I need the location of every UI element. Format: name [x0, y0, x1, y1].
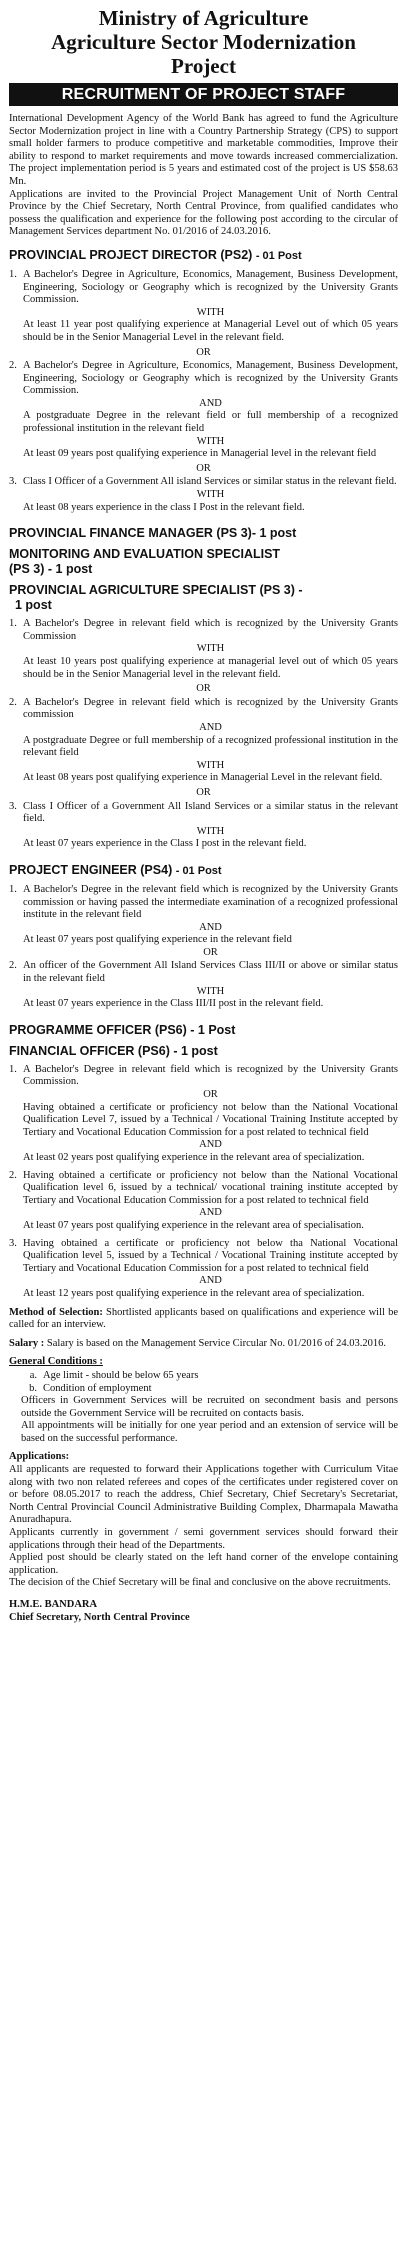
condition-text: Age limit - should be below 65 years: [43, 1369, 199, 1381]
project-title-cont: Project: [171, 54, 236, 78]
intro-paragraph-1: International Development Agency of the World Bank has agreed to fund the Agriculture Sector Modernization project in line with a Country Partnership Strategy (CPS) to support small holder farmers to produce competitive and marketable commodities, Improve their ability to respond to market requirements and move towards increased commercialization. The project implementation period is 5 years and estimated cost of the project is US $58.63 Mn.: [9, 113, 398, 187]
post-title: PROVINCIAL PROJECT DIRECTOR (PS2): [9, 247, 253, 262]
signatory-title: Chief Secretary, North Central Province: [9, 1612, 190, 1623]
post-title: MONITORING AND EVALUATION SPECIALIST: [9, 547, 281, 562]
item-number: 3.: [9, 800, 17, 812]
condition-item: [21, 1370, 398, 1383]
salary-section: [9, 1338, 398, 1351]
signature-block: [9, 1598, 398, 1624]
item-number: 1.: [9, 618, 17, 630]
qualification-item: [9, 801, 398, 851]
item-number: 2.: [9, 1169, 17, 1181]
applications-section: [9, 1451, 398, 1590]
experience-text: At least 07 years experience in the Class III/II post in the relevant field.: [23, 998, 324, 1010]
qualification-item: [9, 618, 398, 681]
qualification-text: Class I Officer of a Government All Island Services or a similar status in the relevant field.: [23, 800, 398, 825]
experience-text: At least 07 years post qualifying experience in the relevant area of specialisation.: [23, 1219, 364, 1231]
post-count: - 01 Post: [175, 864, 222, 877]
qualification-text: A Bachelor's Degree in the relevant field which is recognized by the University Grants commission or having passed the intermediate examination of a recognized professional institute in the relevant field: [23, 883, 398, 921]
item-number: 2.: [9, 960, 17, 972]
post-title: PROJECT ENGINEER (PS4): [9, 862, 173, 877]
applications-paragraph: The decision of the Chief Secretary will be final and conclusive on the above recruitments.: [9, 1577, 391, 1589]
post-heading-pe: [9, 863, 398, 879]
qualification-text: A Bachelor's Degree in relevant field which is recognized by the University Grants Commission.: [23, 1063, 398, 1088]
qualification-text: Having obtained a certificate or proficiency not below than the National Vocational Qualification level 6, issued by a technical/ vocational training institute accepted by Tertiary and Vocational Education Commission for a post related to technical field: [23, 1169, 398, 1206]
intro-section: [9, 113, 398, 239]
connector-or: OR: [196, 462, 211, 474]
connector-with: WITH: [196, 985, 225, 997]
connector-and: AND: [199, 397, 222, 409]
connector-with: WITH: [196, 643, 225, 655]
experience-text: At least 07 years experience in the Class I post in the relevant field.: [23, 838, 307, 850]
connector-or: OR: [196, 683, 211, 695]
conditions-label: General Conditions :: [9, 1356, 103, 1368]
experience-text: At least 10 years post qualifying experience at managerial level out of which 05 years should be in the Senior Managerial level in the relevant field.: [23, 656, 398, 680]
connector-with: WITH: [196, 825, 225, 837]
experience-text: At least 02 years post qualifying experience in the relevant area of specialization.: [23, 1152, 365, 1163]
item-number: 2.: [9, 696, 17, 708]
qualification-text: Having obtained a certificate or proficiency not below than the National Vocational Qualification Level 7, issued by a Technical / Vocational Training Institute accepted by Tertiary and Vocational Education Commission for a post related to technical field: [23, 1101, 398, 1138]
qualification-text: An officer of the Government All Island Services Class III/II or above or similar status in the relevant field: [23, 960, 398, 985]
qualification-item: [9, 1170, 398, 1233]
item-number: 3.: [9, 476, 17, 488]
post-title: PROVINCIAL AGRICULTURE SPECIALIST (PS 3) -: [9, 583, 303, 598]
condition-paragraph: All appointments will be initially for one year period and an extension of service will be based on the successful performance.: [21, 1420, 398, 1444]
post-heading-pfm: PROVINCIAL FINANCE MANAGER (PS 3)- 1 post: [9, 526, 297, 541]
connector-or: OR: [203, 1089, 218, 1101]
ministry-title: Ministry of Agriculture: [98, 6, 309, 30]
selection-text: Shortlisted applicants based on qualifications and experience will be called for an interview.: [9, 1306, 398, 1331]
method-of-selection: [9, 1307, 398, 1332]
connector-with: WITH: [196, 306, 225, 318]
qualification-item: [9, 360, 398, 461]
selection-label: Method of Selection:: [9, 1306, 103, 1318]
post-count: - 01 Post: [255, 249, 302, 262]
qualification-item: [9, 884, 398, 960]
item-number: 1.: [9, 268, 17, 280]
post-heading-ppd: [9, 248, 398, 264]
project-title: Agriculture Sector Modernization: [51, 30, 356, 54]
connector-with: WITH: [196, 489, 225, 501]
recruitment-banner: RECRUITMENT OF PROJECT STAFF: [9, 83, 398, 106]
connector-and: AND: [199, 921, 222, 933]
advertisement-page: [9, 6, 398, 2256]
qualification-item: [9, 1238, 398, 1301]
connector-with: WITH: [196, 759, 225, 771]
applications-label: Applications:: [9, 1451, 70, 1463]
intro-paragraph-2: Applications are invited to the Provincial Project Management Unit of North Central Province by the Chief Secretary, North Central Province, from qualified candidates who possess the qualification and experience for the following post according to the circular of Management Services department No. 01/2016 of 24.03.2016.: [9, 188, 398, 238]
experience-text: At least 11 year post qualifying experience at Managerial Level out of which 05 years should be in the Senior Managerial Level in the relevant field.: [23, 319, 398, 343]
general-conditions: [9, 1370, 398, 1446]
qualification-text: Having obtained a certificate or proficiency not below tha National Vocational Qualification level 5, issued by a Technical / Vocational Training institute accepted by Tertiary and Vocational Education Commission for a post related to technical field: [23, 1237, 398, 1274]
connector-and: AND: [199, 1139, 222, 1151]
condition-key: a.: [29, 1369, 37, 1381]
post-heading-fo: FINANCIAL OFFICER (PS6) - 1 post: [9, 1043, 218, 1058]
item-number: 1.: [9, 883, 17, 895]
qualification-text: A Bachelor's Degree in Agriculture, Economics, Management, Business Development, Engineering, Sociology or Geography which is recognized by the University Grants Commission.: [23, 360, 398, 397]
experience-text: At least 08 years experience in the class I Post in the relevant field.: [23, 501, 305, 513]
post-count: 1 post: [15, 598, 52, 613]
experience-text: At least 09 years post qualifying experience in Managerial level in the relevant field: [23, 448, 377, 460]
connector-with: WITH: [196, 435, 225, 447]
post-heading-mes: [9, 547, 398, 577]
post-title-cont: (PS 3) - 1 post: [9, 562, 93, 577]
condition-text: Condition of employment: [43, 1382, 152, 1394]
condition-item: [21, 1383, 398, 1396]
general-conditions-heading: [9, 1356, 398, 1369]
experience-text: At least 07 years post qualifying experience in the relevant field: [23, 934, 292, 946]
signatory-name: H.M.E. BANDARA: [9, 1599, 98, 1610]
qualification-item: [9, 1064, 398, 1165]
connector-and: AND: [199, 721, 222, 733]
item-number: 2.: [9, 360, 17, 372]
qualification-item: [9, 697, 398, 785]
condition-paragraph: Officers in Government Services will be recruited on secondment basis and persons outside the Government Service will be recruited on contacts basis.: [21, 1395, 398, 1419]
connector-and: AND: [199, 1275, 222, 1287]
condition-key: b.: [29, 1382, 37, 1394]
qualification-text: A postgraduate Degree in the relevant field or full membership of a recognized professional institution in the relevant field: [23, 410, 398, 435]
item-number: 3.: [9, 1237, 17, 1249]
qualification-text: A Bachelor's Degree in Agriculture, Economics, Management, Business Development, Engineering, Sociology or Geography which is recognized by the University Grants Commission.: [23, 268, 398, 306]
applications-paragraph: Applicants currently in government / semi government services should forward their applications through their head of the Departments.: [9, 1527, 398, 1551]
salary-label: Salary :: [9, 1337, 45, 1349]
applications-paragraph: All applicants are requested to forward their Applications together with Curriculum Vitae along with two non related referees and copes of the certificates under registered cover on or before 08.05.2017 to reach the address, Chief Secretary, Chief Secretary's Secretariat, North Central Provincial Council Administrative Building Complex, Dharmapala Mawatha Anuradhapura.: [9, 1464, 398, 1526]
connector-and: AND: [199, 1207, 222, 1219]
experience-text: At least 12 years post qualifying experience in the relevant area of specialization.: [23, 1287, 365, 1299]
qualification-item: [9, 476, 398, 514]
qualification-item: [9, 960, 398, 1010]
salary-text: Salary is based on the Management Service Circular No. 01/2016 of 24.03.2016.: [46, 1337, 387, 1349]
qualification-text: A Bachelor's Degree in relevant field which is recognized by the University Grants Commission: [23, 618, 398, 642]
applications-paragraph: Applied post should be clearly stated on the left hand corner of the envelope containing application.: [9, 1552, 398, 1576]
experience-text: At least 08 years post qualifying experience in Managerial Level in the relevant field.: [23, 772, 383, 784]
connector-or: OR: [196, 346, 211, 358]
qualification-text: A postgraduate Degree or full membership of a recognized professional institution in the relevant field: [23, 734, 398, 759]
connector-or: OR: [203, 946, 218, 958]
qualification-text: A Bachelor's Degree in relevant field which is recognized by the University Grants commission: [23, 696, 398, 721]
post-heading-pas: [9, 583, 398, 613]
qualification-item: [9, 269, 398, 345]
item-number: 1.: [9, 1063, 17, 1075]
qualification-text: Class I Officer of a Government All island Services or similar status in the relevant field.: [23, 476, 397, 488]
connector-or: OR: [196, 786, 211, 798]
post-heading-po: PROGRAMME OFFICER (PS6) - 1 Post: [9, 1022, 236, 1037]
